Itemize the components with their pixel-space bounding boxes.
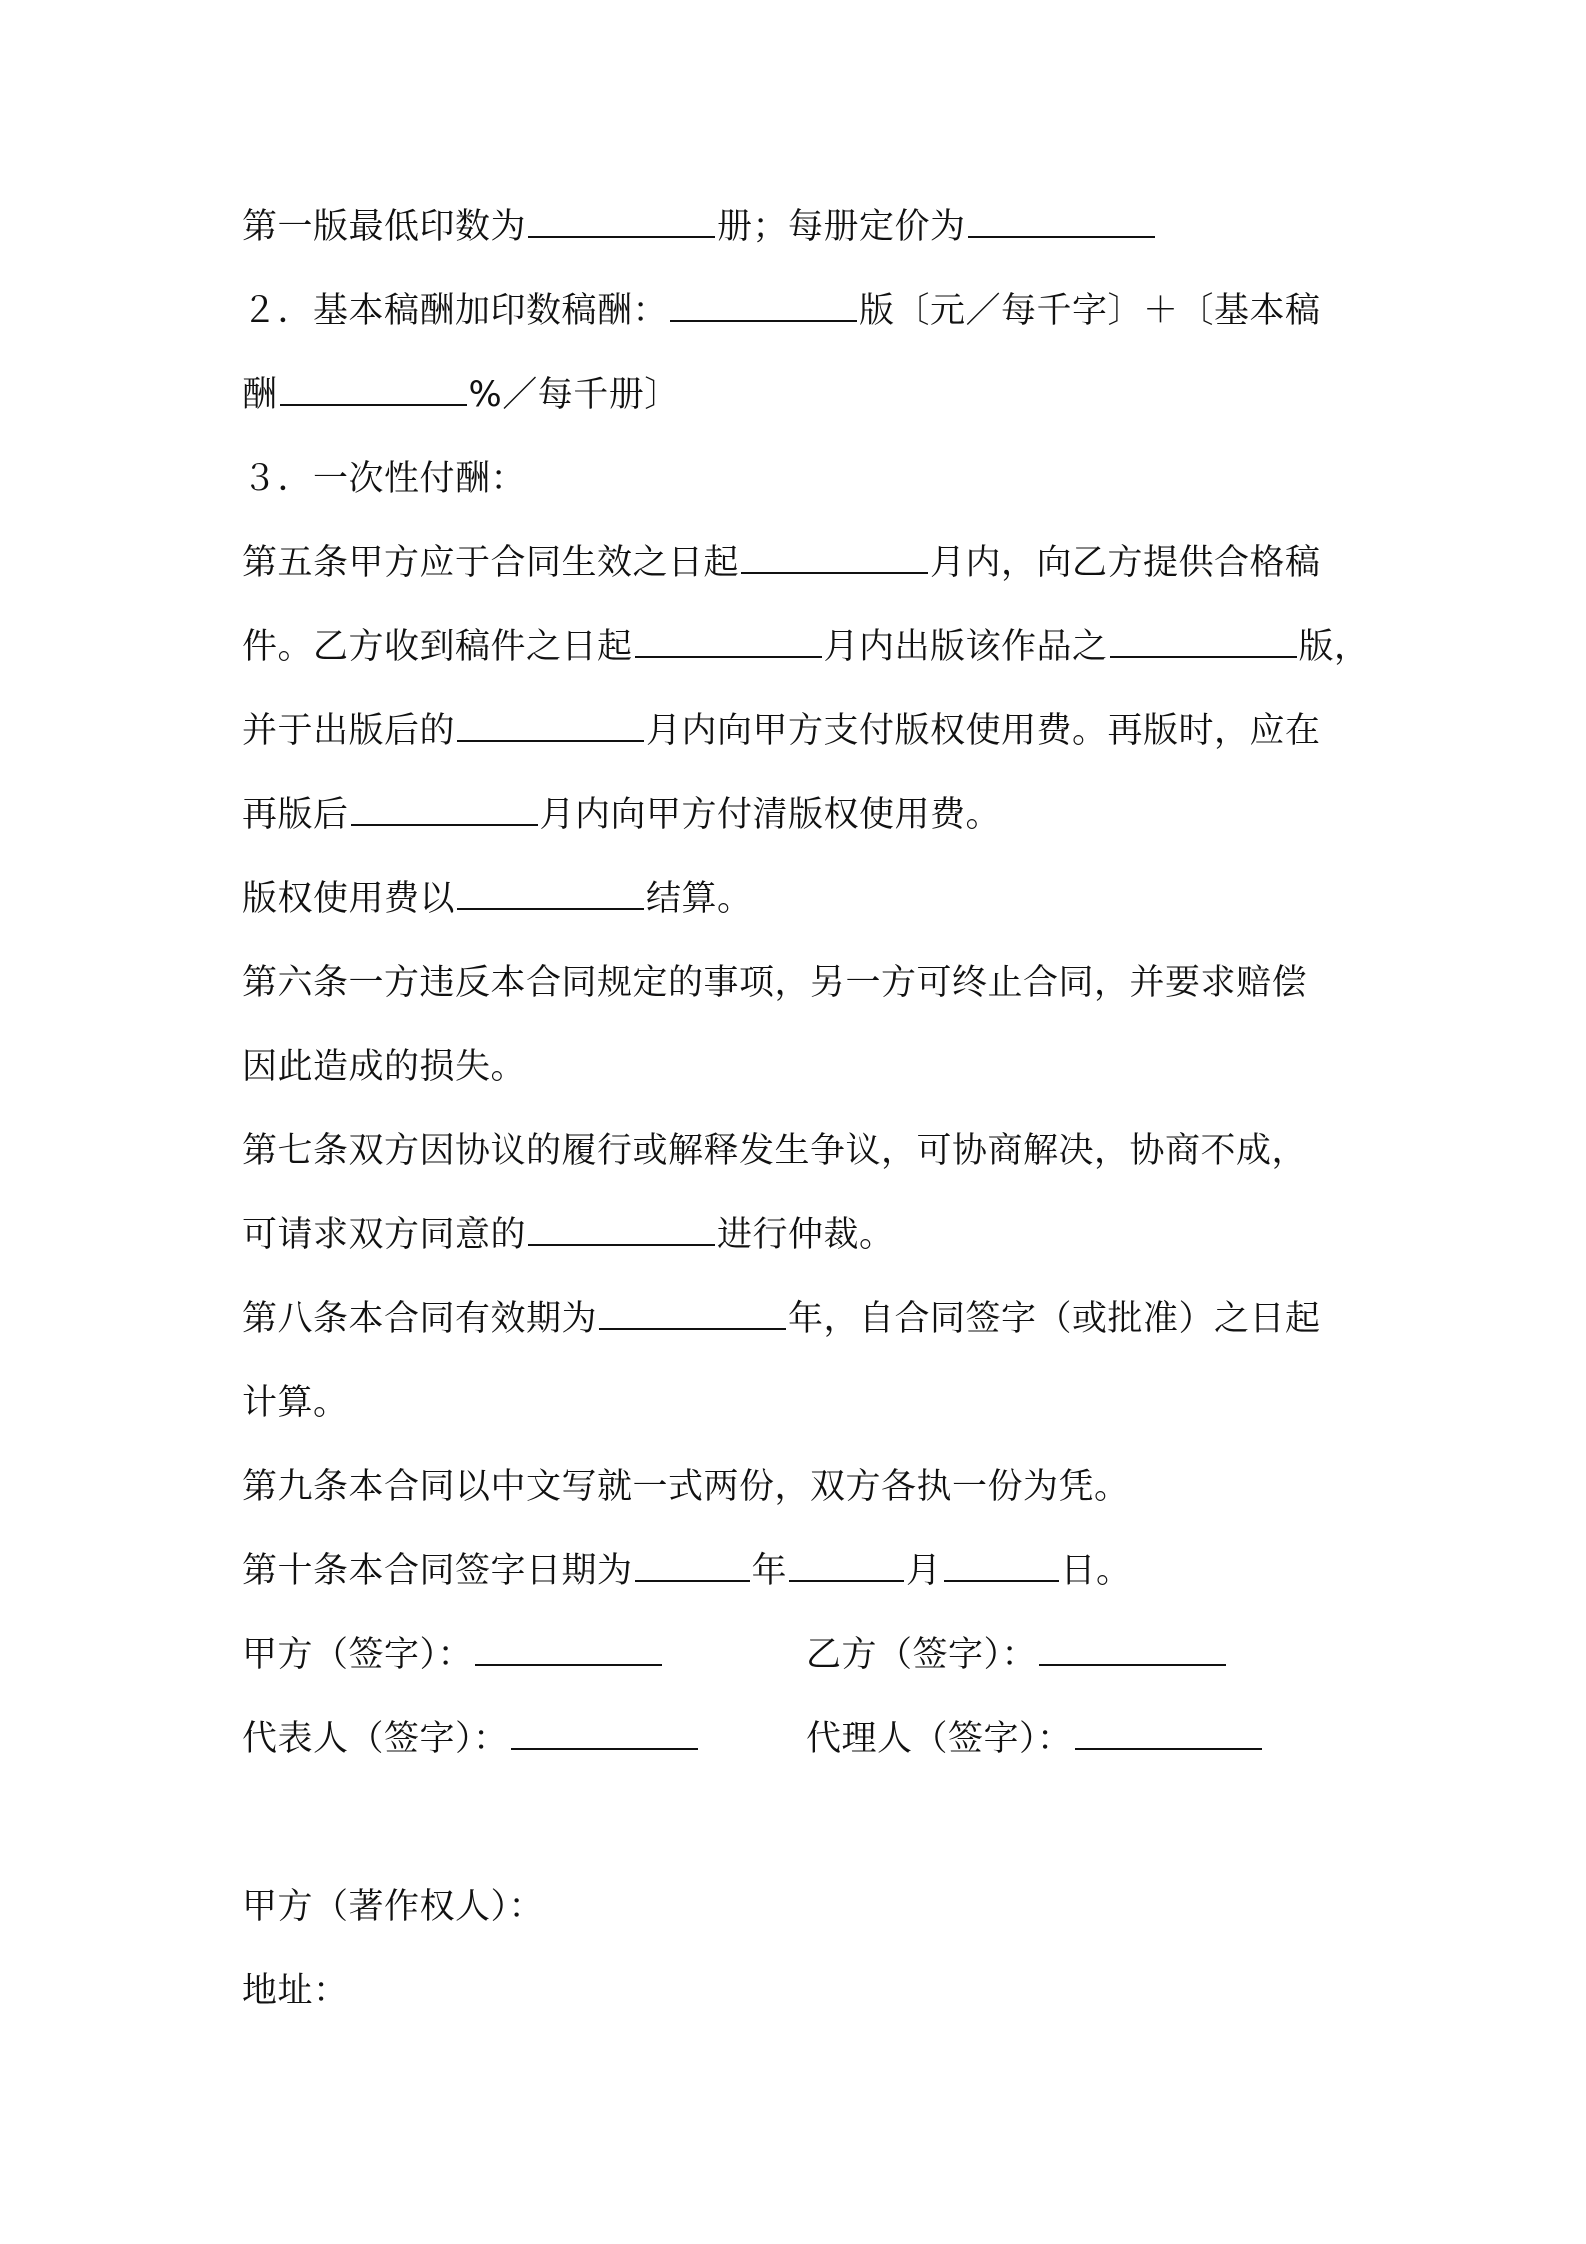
- blank-field[interactable]: [457, 878, 644, 910]
- agent-signature: [806, 1715, 1264, 1763]
- article-7-line-1: 第七条双方因协议的履行或解释发生争议，可协商解决，协商不成，: [242, 1131, 1308, 1171]
- blank-field[interactable]: [944, 1550, 1059, 1582]
- blank-field[interactable]: [351, 794, 538, 826]
- party-b-signature-field[interactable]: [1039, 1634, 1226, 1666]
- article-5-line-1: 第五条甲方应于合同生效之日起 月内，向乙方提供合格稿: [242, 543, 1321, 583]
- clause-lump-sum: ３．一次性付酬：: [242, 459, 527, 499]
- agent-signature-field[interactable]: [1075, 1718, 1262, 1750]
- address-label: 地址：: [242, 1971, 349, 2011]
- blank-field[interactable]: [528, 1214, 715, 1246]
- blank-field[interactable]: [968, 206, 1155, 238]
- article-10: 第十条本合同签字日期为 年 月 日。: [242, 1551, 1132, 1591]
- signature-row-1: [242, 1631, 1342, 1679]
- article-9: 第九条本合同以中文写就一式两份，双方各执一份为凭。: [242, 1467, 1130, 1507]
- party-a-signature-label: 甲方（签字）：: [242, 1635, 474, 1675]
- party-a-signature-field[interactable]: [475, 1634, 662, 1666]
- article-5-line-2: 件。乙方收到稿件之日起 月内出版该作品之 版，: [242, 627, 1370, 667]
- party-b-signature-label: 乙方（签字）：: [806, 1635, 1038, 1675]
- agent-signature-label: 代理人（签字）：: [806, 1719, 1073, 1759]
- blank-field[interactable]: [528, 206, 715, 238]
- blank-field[interactable]: [1110, 626, 1297, 658]
- article-6-line-1: 第六条一方违反本合同规定的事项，另一方可终止合同，并要求赔偿: [242, 963, 1308, 1003]
- blank-field[interactable]: [741, 542, 928, 574]
- article-6-line-2: 因此造成的损失。: [242, 1047, 527, 1087]
- blank-field[interactable]: [635, 626, 822, 658]
- article-5-line-4: 再版后 月内向甲方付清版权使用费。: [242, 795, 1002, 835]
- party-b-signature: [806, 1631, 1228, 1679]
- blank-field[interactable]: [635, 1550, 750, 1582]
- blank-field[interactable]: [789, 1550, 904, 1582]
- blank-field[interactable]: [280, 374, 467, 406]
- signature-row-2: [242, 1715, 1342, 1763]
- clause-royalty-basic-cont: 酬 %／每千册〕: [242, 375, 680, 415]
- blank-field[interactable]: [599, 1298, 786, 1330]
- article-8-line-2: 计算。: [242, 1383, 349, 1423]
- party-a-owner-heading: 甲方（著作权人）：: [242, 1887, 545, 1927]
- article-8-line-1: 第八条本合同有效期为 年，自合同签字（或批准）之日起: [242, 1299, 1321, 1339]
- article-5-line-3: 并于出版后的 月内向甲方支付版权使用费。再版时，应在: [242, 711, 1321, 751]
- representative-signature-field[interactable]: [511, 1718, 698, 1750]
- blank-field[interactable]: [457, 710, 644, 742]
- representative-signature-label: 代表人（签字）：: [242, 1719, 509, 1759]
- article-7-line-2: 可请求双方同意的 进行仲裁。: [242, 1215, 895, 1255]
- blank-field[interactable]: [670, 290, 857, 322]
- clause-first-print-run: 第一版最低印数为 册；每册定价为: [242, 203, 1157, 251]
- clause-royalty-basic: ２．基本稿酬加印数稿酬： 版〔元／每千字〕＋〔基本稿: [242, 291, 1321, 331]
- settlement-line: 版权使用费以 结算。: [242, 879, 753, 919]
